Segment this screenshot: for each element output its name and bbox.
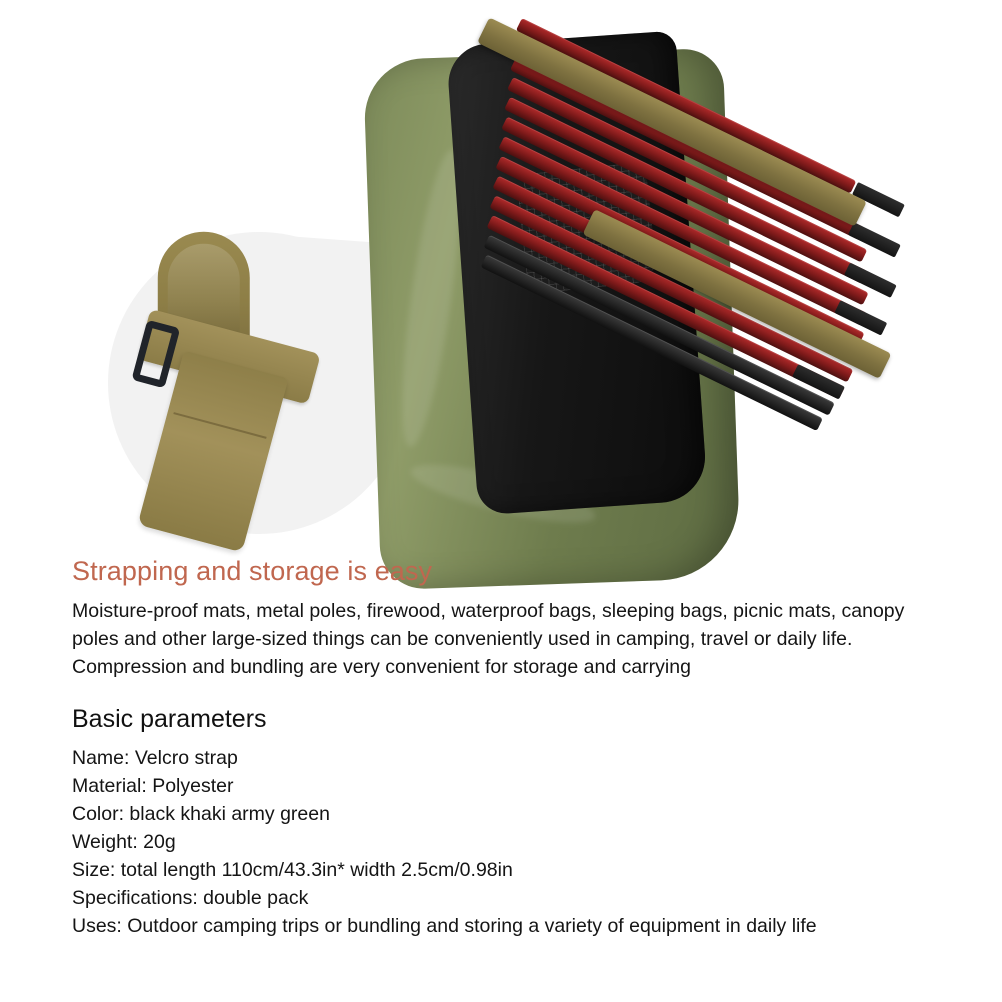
spec-item-color: Color: black khaki army green: [72, 803, 330, 825]
spec-item-name: Name: Velcro strap: [72, 747, 238, 769]
spec-item-uses: Uses: Outdoor camping trips or bundling and storing a variety of equipment in daily life: [72, 915, 817, 937]
basic-parameters-title: Basic parameters: [72, 705, 267, 733]
spec-item-material: Material: Polyester: [72, 775, 234, 797]
headline: Strapping and storage is easy: [72, 556, 433, 586]
spec-item-specifications: Specifications: double pack: [72, 887, 309, 909]
bundled-gear: [372, 18, 982, 588]
spec-item-weight: Weight: 20g: [72, 831, 176, 853]
description-section: [0, 556, 1002, 940]
spec-item-size: Size: total length 110cm/43.3in* width 2.5cm/0.98in: [72, 859, 513, 881]
velcro-strap-closeup: [115, 225, 365, 546]
strap-buckle: [131, 320, 180, 389]
description-paragraph: Moisture-proof mats, metal poles, firewood, waterproof bags, sleeping bags, picnic mats, canopy poles and other large-sized things can be conveniently used in camping, travel or daily life. Compression and bundling are very convenient for storage and carrying: [72, 600, 905, 678]
spec-list: [72, 744, 930, 940]
